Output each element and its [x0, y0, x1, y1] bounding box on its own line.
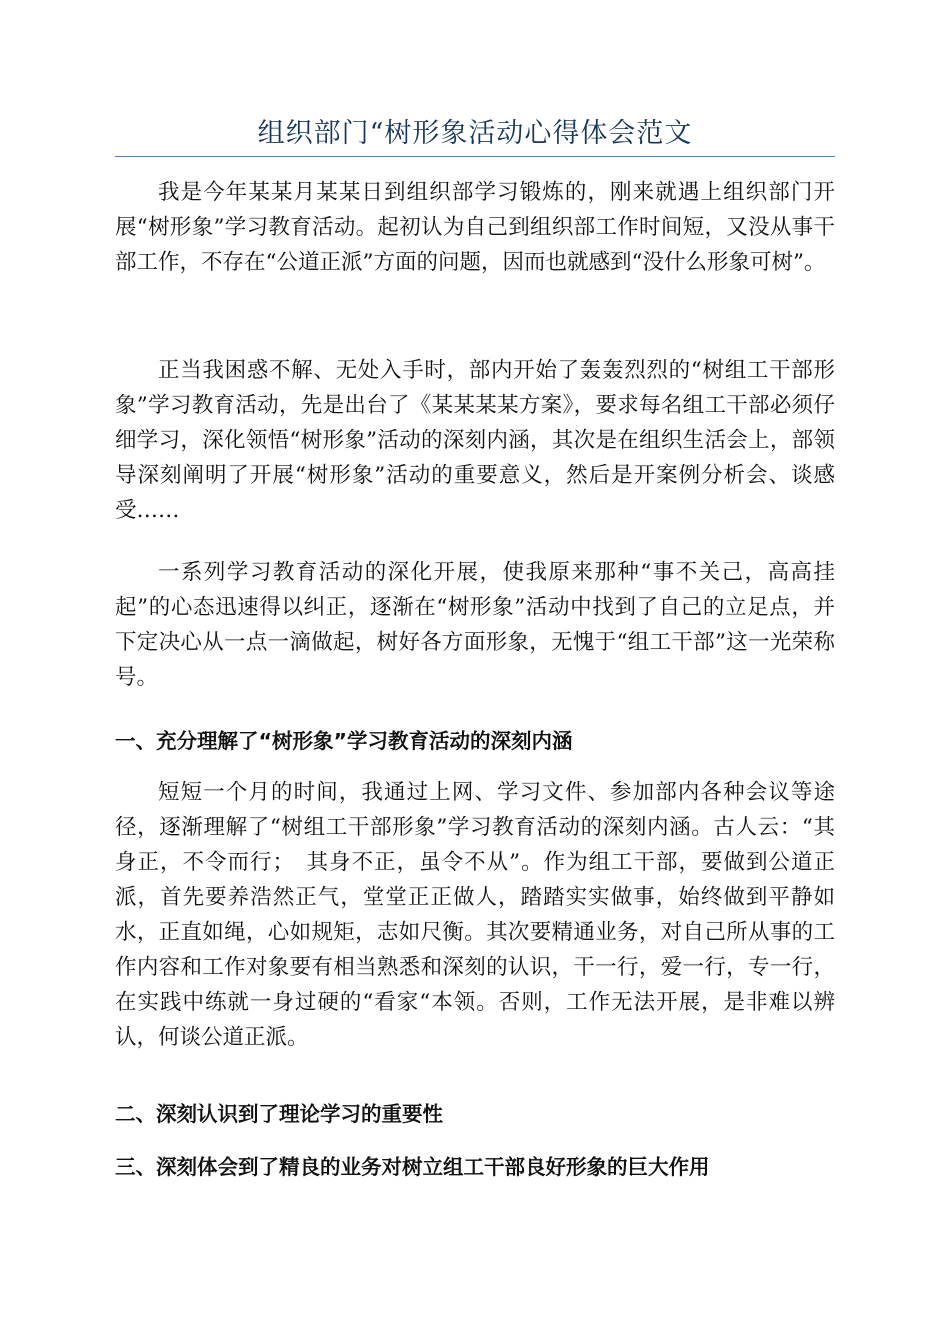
- document-title: 组织部门“树形象活动心得体会范文: [257, 118, 693, 149]
- section-2-heading: 二、深刻认识到了理论学习的重要性: [115, 1102, 443, 1126]
- section-3-heading: 三、深刻体会到了精良的业务对树立组工干部良好形象的巨大作用: [115, 1155, 710, 1179]
- section-1-heading: 一、充分理解了“树形象”学习教育活动的深刻内涵: [115, 729, 573, 753]
- title-bar: [115, 112, 835, 157]
- section-1-paragraph: 短短一个月的时间，我通过上网、学习文件、参加部内各种会议等途径，逐渐理解了“树组工干部形象”学习教育活动的深刻内涵。古人云：“其身正，不令而行； 其身不正，虽令不从”。作为组工干部，要做到公道正派，首先要养浩然正气，堂堂正正做人，踏踏实实做事，始终做到平静如水，正直如绳，心如规矩，志如尺衡。其次要精通业务，对自己所从事的工作内容和工作对象要有相当熟悉和深刻的认识，干一行，爱一行，专一行，在实践中练就一身过硬的“看家“本领。否则，工作无法开展，是非难以辨认，何谈公道正派。: [115, 780, 835, 1050]
- paragraph-1: 我是今年某某月某某日到组织部学习锻炼的，刚来就遇上组织部门开展“树形象”学习教育活动。起初认为自己到组织部工作时间短，又没从事干部工作，不存在“公道正派”方面的问题，因而也就感到“没什么形象可树”。: [115, 180, 835, 275]
- paragraph-3: 一系列学习教育活动的深化开展，使我原来那种“事不关己，高高挂起”的心态迅速得以纠正，逐渐在“树形象”活动中找到了自己的立足点，并下定决心从一点一滴做起，树好各方面形象，无愧于“组工干部”这一光荣称号。: [115, 560, 835, 690]
- paragraph-2: 正当我困惑不解、无处入手时，部内开始了轰轰烈烈的“树组工干部形象”学习教育活动，先是出台了《某某某某方案》，要求每名组工干部必须仔细学习，深化领悟“树形象”活动的深刻内涵，其次是在组织生活会上，部领导深刻阐明了开展“树形象”活动的重要意义，然后是开案例分析会、谈感受……: [115, 358, 835, 523]
